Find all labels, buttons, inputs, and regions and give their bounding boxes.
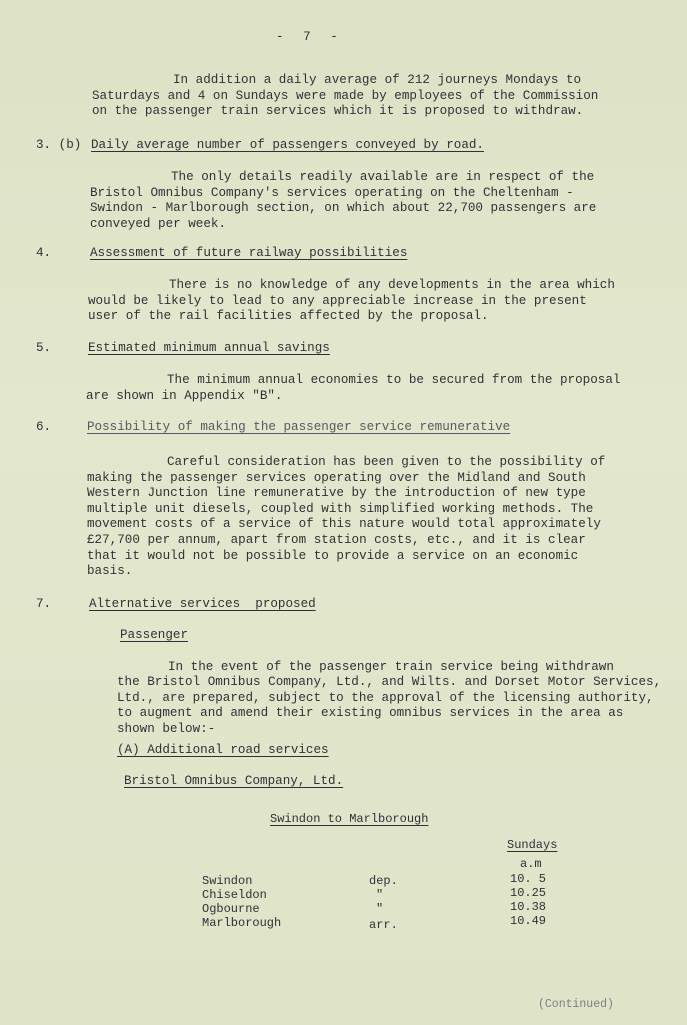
timetable-time: 10.25 <box>510 886 547 900</box>
section-heading-6: Possibility of making the passenger service remunerative <box>87 420 511 434</box>
intro-paragraph <box>92 73 598 120</box>
timetable-time: 10. 5 <box>510 872 547 886</box>
section-7-line: shown below:- <box>117 721 216 736</box>
section-3b-line: The only details readily available are in respect of the <box>171 170 595 184</box>
route-title: Swindon to Marlborough <box>270 812 429 826</box>
section-7-line: to augment and amend their existing omnibus services in the area as <box>117 706 624 721</box>
section-3b-paragraph <box>90 170 596 232</box>
section-6-line: Western Junction line remunerative by the introduction of new type <box>87 486 586 501</box>
section-3b-line: conveyed per week. <box>90 216 227 231</box>
section-6-line: basis. <box>87 564 133 579</box>
section-5-line: are shown in Appendix "B". <box>86 388 283 403</box>
section-4-paragraph <box>88 278 615 325</box>
timetable-place: Ogbourne <box>202 902 260 916</box>
section-6-line: multiple unit diesels, coupled with simplified working methods. The <box>87 501 594 516</box>
timetable-place: Swindon <box>202 874 253 888</box>
section-number-4: 4. <box>36 246 52 260</box>
subheading-additional-road-services: (A) Additional road services <box>117 743 329 757</box>
section-4-line: would be likely to lead to any appreciable increase in the present <box>88 293 587 308</box>
section-heading-4: Assessment of future railway possibilities <box>90 246 408 260</box>
timetable-place: Marlborough <box>202 916 282 930</box>
section-3b-line: Swindon - Marlborough section, on which about 22,700 passengers are <box>90 201 597 215</box>
section-number-3b: 3. (b) <box>36 138 82 152</box>
section-6-line: movement costs of a service of this nature would total approximately <box>87 517 601 532</box>
intro-line: on the passenger train services which it is proposed to withdraw. <box>92 104 584 118</box>
section-heading-3b: Daily average number of passengers conveyed by road. <box>91 138 484 152</box>
continued-note: (Continued) <box>538 998 614 1011</box>
timetable-code: " <box>376 902 384 916</box>
timetable-place: Chiseldon <box>202 888 267 902</box>
section-7-line: Ltd., are prepared, subject to the approval of the licensing authority, <box>117 690 654 705</box>
section-6-line: that it would not be possible to provide a service on an economic <box>87 548 579 563</box>
timetable-code: arr. <box>369 918 398 932</box>
timetable-time: 10.38 <box>510 900 547 914</box>
section-3b-line: Bristol Omnibus Company's services operating on the Cheltenham - <box>90 185 574 200</box>
section-6-line: £27,700 per annum, apart from station costs, etc., and it is clear <box>87 532 586 547</box>
timetable-code: dep. <box>369 874 398 888</box>
section-4-line: There is no knowledge of any developments in the area which <box>169 278 615 292</box>
intro-line: In addition a daily average of 212 journeys Mondays to <box>173 73 582 87</box>
timetable-unit: a.m <box>520 857 542 871</box>
timetable-code: " <box>376 888 384 902</box>
section-5-paragraph <box>86 373 620 404</box>
section-heading-5: Estimated minimum annual savings <box>88 341 330 355</box>
section-6-line: Careful consideration has been given to the possibility of <box>167 455 606 469</box>
section-4-line: user of the rail facilities affected by the proposal. <box>88 309 489 323</box>
section-number-7: 7. <box>36 597 52 611</box>
section-number-5: 5. <box>36 341 52 355</box>
section-number-6: 6. <box>36 420 52 434</box>
section-6-line: making the passenger services operating over the Midland and South <box>87 470 586 485</box>
page-number: - 7 - <box>276 30 344 44</box>
section-7-paragraph <box>117 660 661 737</box>
subheading-passenger: Passenger <box>120 628 189 642</box>
section-5-line: The minimum annual economies to be secured from the proposal <box>167 373 621 387</box>
section-7-line: the Bristol Omnibus Company, Ltd., and Wilts. and Dorset Motor Services, <box>117 675 662 690</box>
timetable-column-heading: Sundays <box>507 838 558 852</box>
section-7-line: In the event of the passenger train service being withdrawn <box>168 660 614 674</box>
company-name: Bristol Omnibus Company, Ltd. <box>124 774 344 788</box>
timetable-time: 10.49 <box>510 914 547 928</box>
section-heading-7: Alternative services proposed <box>89 597 316 611</box>
section-6-paragraph <box>87 455 605 580</box>
intro-line: Saturdays and 4 on Sundays were made by employees of the Commission <box>92 88 599 103</box>
